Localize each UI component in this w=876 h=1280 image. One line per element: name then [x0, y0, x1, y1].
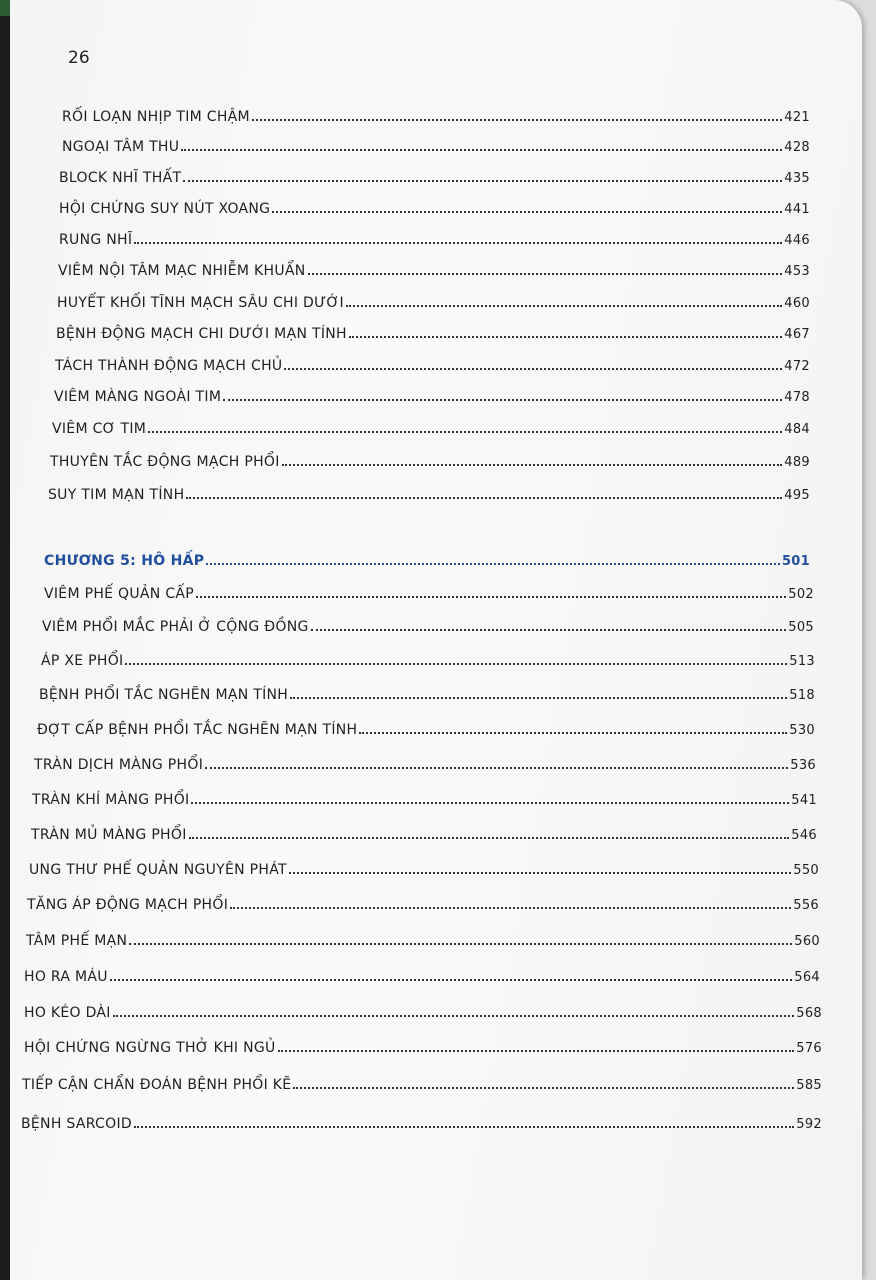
toc-entry-page: 568 — [796, 1006, 822, 1021]
toc-entry-title: VIÊM PHỔI MẮC PHẢI Ở CỘNG ĐỒNG — [42, 619, 309, 635]
toc-entry-title: SUY TIM MẠN TÍNH — [48, 487, 185, 503]
toc-entry-title: NGOẠI TÂM THU — [62, 139, 180, 155]
toc-entry-page: 592 — [796, 1117, 822, 1132]
dot-leader — [134, 241, 782, 244]
toc-entry[interactable] — [59, 226, 810, 248]
toc-entry-page: 472 — [784, 359, 810, 374]
toc-entry-title: HỘI CHỨNG SUY NÚT XOANG — [59, 201, 271, 217]
toc-entry-page: 484 — [784, 422, 810, 437]
toc-entry-page: 564 — [794, 970, 820, 985]
page-number: 26 — [68, 48, 90, 68]
dot-leader — [272, 210, 782, 213]
toc-entry-title: TÂM PHẾ MẠN — [26, 933, 128, 949]
dot-leader — [252, 118, 782, 121]
toc-entry-page: 502 — [788, 587, 814, 602]
toc-entry-title: VIÊM PHẾ QUẢN CẤP — [44, 586, 195, 602]
chapter-title: CHƯƠNG 5: HÔ HẤP — [44, 553, 205, 569]
toc-entry-title: TRÀN DỊCH MÀNG PHỔI — [34, 757, 204, 773]
toc-entry[interactable] — [41, 647, 815, 669]
toc-entry[interactable] — [22, 1071, 822, 1093]
toc-entry-title: TRÀN MỦ MÀNG PHỔI — [31, 827, 187, 843]
dot-leader — [284, 367, 782, 370]
toc-entry-page: 518 — [789, 688, 815, 703]
toc-entry-page: 513 — [789, 654, 815, 669]
toc-entry-title: HO RA MÁU — [24, 969, 108, 985]
toc-entry-title: TĂNG ÁP ĐỘNG MẠCH PHỔI — [27, 897, 229, 913]
toc-entry[interactable] — [54, 383, 810, 405]
toc-entry-page: 428 — [784, 140, 810, 155]
toc-entry-page: 495 — [784, 488, 810, 503]
toc-entry-page: 446 — [784, 233, 810, 248]
dot-leader — [278, 1049, 795, 1052]
dot-leader — [359, 731, 787, 734]
dot-leader — [308, 272, 783, 275]
toc-entry[interactable] — [27, 891, 819, 913]
dot-leader — [230, 906, 791, 909]
toc-entry[interactable] — [39, 681, 815, 703]
dot-leader — [290, 696, 787, 699]
toc-entry-title: BLOCK NHĨ THẤT — [59, 170, 182, 186]
toc-chapter-heading[interactable] — [44, 547, 810, 569]
toc-entry-title: VIÊM MÀNG NGOÀI TIM — [54, 389, 222, 405]
toc-entry[interactable] — [34, 751, 816, 773]
toc-entry-title: BỆNH SARCOID — [21, 1116, 132, 1132]
toc-entry-title: RỐI LOẠN NHỊP TIM CHẬM — [62, 109, 250, 125]
toc-entry-title: BỆNH PHỔI TẮC NGHẼN MẠN TÍNH — [39, 687, 289, 703]
dot-leader — [125, 662, 787, 665]
toc-entry[interactable] — [24, 999, 822, 1021]
dot-leader — [181, 148, 782, 151]
toc-entry-page: 550 — [793, 863, 819, 878]
toc-entry[interactable] — [32, 786, 817, 808]
toc-entry-page: 576 — [796, 1041, 822, 1056]
dot-leader — [191, 801, 789, 804]
dot-leader — [223, 398, 782, 401]
toc-entry-title: HỘI CHỨNG NGỪNG THỞ KHI NGỦ — [24, 1040, 276, 1056]
dot-leader — [183, 179, 782, 182]
chapter-page: 501 — [781, 554, 810, 569]
toc-entry-page: 541 — [791, 793, 817, 808]
dot-leader — [186, 496, 782, 499]
toc-entry-title: VIÊM NỘI TÂM MẠC NHIỄM KHUẨN — [58, 263, 306, 279]
toc-entry-page: 441 — [784, 202, 810, 217]
book-page — [10, 0, 862, 1280]
toc-entry-title: TIẾP CẬN CHẨN ĐOÁN BỆNH PHỔI KẼ — [22, 1077, 292, 1093]
dot-leader — [293, 1086, 794, 1089]
toc-entry-page: 585 — [796, 1078, 822, 1093]
toc-entry[interactable] — [58, 257, 810, 279]
toc-entry-page: 460 — [784, 296, 810, 311]
toc-entry-page: 478 — [784, 390, 810, 405]
toc-entry[interactable] — [48, 481, 810, 503]
dot-leader — [113, 1014, 795, 1017]
toc-entry-page: 489 — [784, 455, 810, 470]
toc-entry[interactable] — [59, 164, 810, 186]
dot-leader — [282, 463, 783, 466]
toc-entry-page: 556 — [793, 898, 819, 913]
dot-leader — [189, 836, 790, 839]
toc-entry-title: RUNG NHĨ — [59, 232, 133, 248]
dot-leader — [196, 595, 786, 598]
dot-leader — [289, 871, 791, 874]
toc-entry[interactable] — [42, 613, 814, 635]
toc-entry-page: 467 — [784, 327, 810, 342]
dot-leader — [349, 335, 782, 338]
toc-entry-title: ÁP XE PHỔI — [41, 653, 124, 669]
toc-entry-title: HO KÉO DÀI — [24, 1005, 111, 1021]
toc-entry[interactable] — [55, 352, 810, 374]
toc-entry[interactable] — [24, 963, 820, 985]
toc-entry-page: 546 — [791, 828, 817, 843]
dot-leader — [206, 562, 780, 565]
toc-entry-title: HUYẾT KHỐI TĨNH MẠCH SÂU CHI DƯỚI — [57, 295, 344, 311]
toc-entry[interactable] — [26, 927, 820, 949]
toc-entry[interactable] — [52, 415, 810, 437]
toc-entry-page: 421 — [784, 110, 810, 125]
toc-entry[interactable] — [24, 1034, 822, 1056]
toc-entry-title: ĐỢT CẤP BỆNH PHỔI TẮC NGHẼN MẠN TÍNH — [37, 722, 358, 738]
dot-leader — [148, 430, 782, 433]
toc-entry[interactable] — [50, 448, 810, 470]
dot-leader — [110, 978, 792, 981]
toc-entry-page: 435 — [784, 171, 810, 186]
toc-entry-title: VIÊM CƠ TIM — [52, 421, 147, 437]
dot-leader — [205, 766, 788, 769]
toc-entry[interactable] — [29, 856, 819, 878]
dot-leader — [311, 628, 787, 631]
dot-leader — [129, 942, 792, 945]
toc-entry[interactable] — [37, 716, 815, 738]
toc-entry-title: TRÀN KHÍ MÀNG PHỔI — [32, 792, 190, 808]
toc-entry-title: TÁCH THÀNH ĐỘNG MẠCH CHỦ — [55, 358, 283, 374]
toc-entry-title: THUYÊN TẮC ĐỘNG MẠCH PHỔI — [50, 454, 280, 470]
toc-entry[interactable] — [62, 103, 810, 125]
toc-entry-page: 453 — [784, 264, 810, 279]
toc-entry[interactable] — [31, 821, 817, 843]
toc-entry[interactable] — [57, 289, 810, 311]
toc-entry[interactable] — [56, 320, 810, 342]
toc-entry-page: 505 — [788, 620, 814, 635]
toc-entry[interactable] — [44, 580, 814, 602]
toc-entry-page: 560 — [794, 934, 820, 949]
dot-leader — [134, 1125, 794, 1128]
dot-leader — [346, 304, 782, 307]
toc-entry-title: BỆNH ĐỘNG MẠCH CHI DƯỚI MẠN TÍNH — [56, 326, 347, 342]
toc-entry[interactable] — [21, 1110, 822, 1132]
toc-entry-page: 530 — [789, 723, 815, 738]
toc-entry-title: UNG THƯ PHẾ QUẢN NGUYÊN PHÁT — [29, 862, 287, 878]
toc-entry[interactable] — [62, 133, 810, 155]
toc-entry[interactable] — [59, 195, 810, 217]
toc-entry-page: 536 — [790, 758, 816, 773]
